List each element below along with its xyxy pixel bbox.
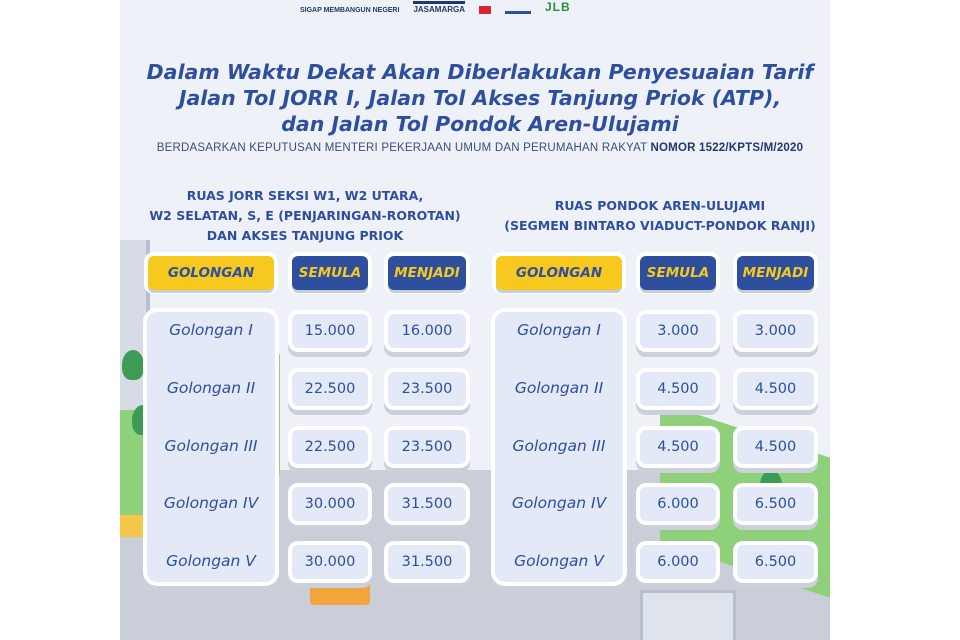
left-section-title (140, 186, 470, 246)
right-header-menjadi: MENJADI (737, 256, 814, 290)
right-semula-cell: 3.000 (640, 314, 716, 348)
subtitle-decree: BERDASARKAN KEPUTUSAN MENTERI PEKERJAAN UMUM DAN PERUMAHAN RAKYAT (156, 142, 648, 154)
left-golongan-label: Golongan III (164, 437, 258, 455)
page-title-line-3: dan Jalan Tol Pondok Aren-Ulujami (281, 112, 679, 136)
right-header-semula: SEMULA (640, 256, 716, 290)
right-semula-cell: 6.000 (640, 487, 716, 521)
subtitle-decree-number: NOMOR 1522/KPTS/M/2020 (650, 142, 804, 154)
left-header-menjadi: MENJADI (388, 256, 466, 290)
left-golongan-label: Golongan I (169, 321, 253, 339)
left-golongan-label: Golongan V (166, 552, 256, 570)
page-subtitle (0, 142, 960, 154)
logo-blue-icon (505, 3, 531, 14)
right-golongan-label: Golongan V (514, 552, 604, 570)
right-menjadi-cell: 3.000 (737, 314, 814, 348)
right-section-title-line: RUAS PONDOK AREN-ULUJAMI (554, 198, 766, 213)
left-menjadi-cell: 31.500 (388, 545, 466, 579)
left-menjadi-cell: 31.500 (388, 487, 466, 521)
left-menjadi-cell: 23.500 (388, 430, 466, 464)
logo-red-icon (479, 6, 491, 14)
left-header-golongan: GOLONGAN (148, 256, 274, 290)
right-section-title-line: (SEGMEN BINTARO VIADUCT-PONDOK RANJI) (504, 218, 816, 233)
right-golongan-label: Golongan III (512, 437, 606, 455)
sponsor-logos (300, 0, 571, 14)
left-golongan-label: Golongan II (166, 379, 256, 397)
left-header-semula: SEMULA (292, 256, 368, 290)
right-golongan-label: Golongan IV (511, 494, 607, 512)
left-semula-cell: 22.500 (292, 372, 368, 406)
left-section-title-line: RUAS JORR SEKSI W1, W2 UTARA, (186, 188, 424, 203)
left-semula-cell: 15.000 (292, 314, 368, 348)
right-menjadi-cell: 6.500 (737, 545, 814, 579)
right-menjadi-cell: 6.500 (737, 487, 814, 521)
tree-icon (122, 350, 144, 380)
right-header-golongan: GOLONGAN (496, 256, 622, 290)
right-golongan-label: Golongan I (517, 321, 601, 339)
left-section-title-line: W2 SELATAN, S, E (PENJARINGAN-ROROTAN) (149, 208, 461, 223)
right-semula-cell: 4.500 (640, 372, 716, 406)
left-golongan-label: Golongan IV (163, 494, 259, 512)
logo-sigap: SIGAP MEMBANGUN NEGERI (300, 7, 400, 14)
page-title-line-1: Dalam Waktu Dekat Akan Diberlakukan Penyesuaian Tarif (146, 60, 814, 84)
left-semula-cell: 30.000 (292, 487, 368, 521)
left-menjadi-cell: 16.000 (388, 314, 466, 348)
right-menjadi-cell: 4.500 (737, 430, 814, 464)
page-title-line-2: Jalan Tol JORR I, Jalan Tol Akses Tanjung Priok (ATP), (178, 86, 782, 110)
right-golongan-label: Golongan II (514, 379, 604, 397)
right-semula-cell: 4.500 (640, 430, 716, 464)
building-illustration-right (640, 590, 736, 640)
left-menjadi-cell: 23.500 (388, 372, 466, 406)
logo-jasamarga: JASAMARGA (413, 1, 465, 14)
left-section-title-line: DAN AKSES TANJUNG PRIOK (206, 228, 404, 243)
left-semula-cell: 30.000 (292, 545, 368, 579)
logo-jlb: JLB (545, 0, 571, 14)
right-section-title (485, 196, 835, 236)
left-semula-cell: 22.500 (292, 430, 368, 464)
right-semula-cell: 6.000 (640, 545, 716, 579)
right-menjadi-cell: 4.500 (737, 372, 814, 406)
